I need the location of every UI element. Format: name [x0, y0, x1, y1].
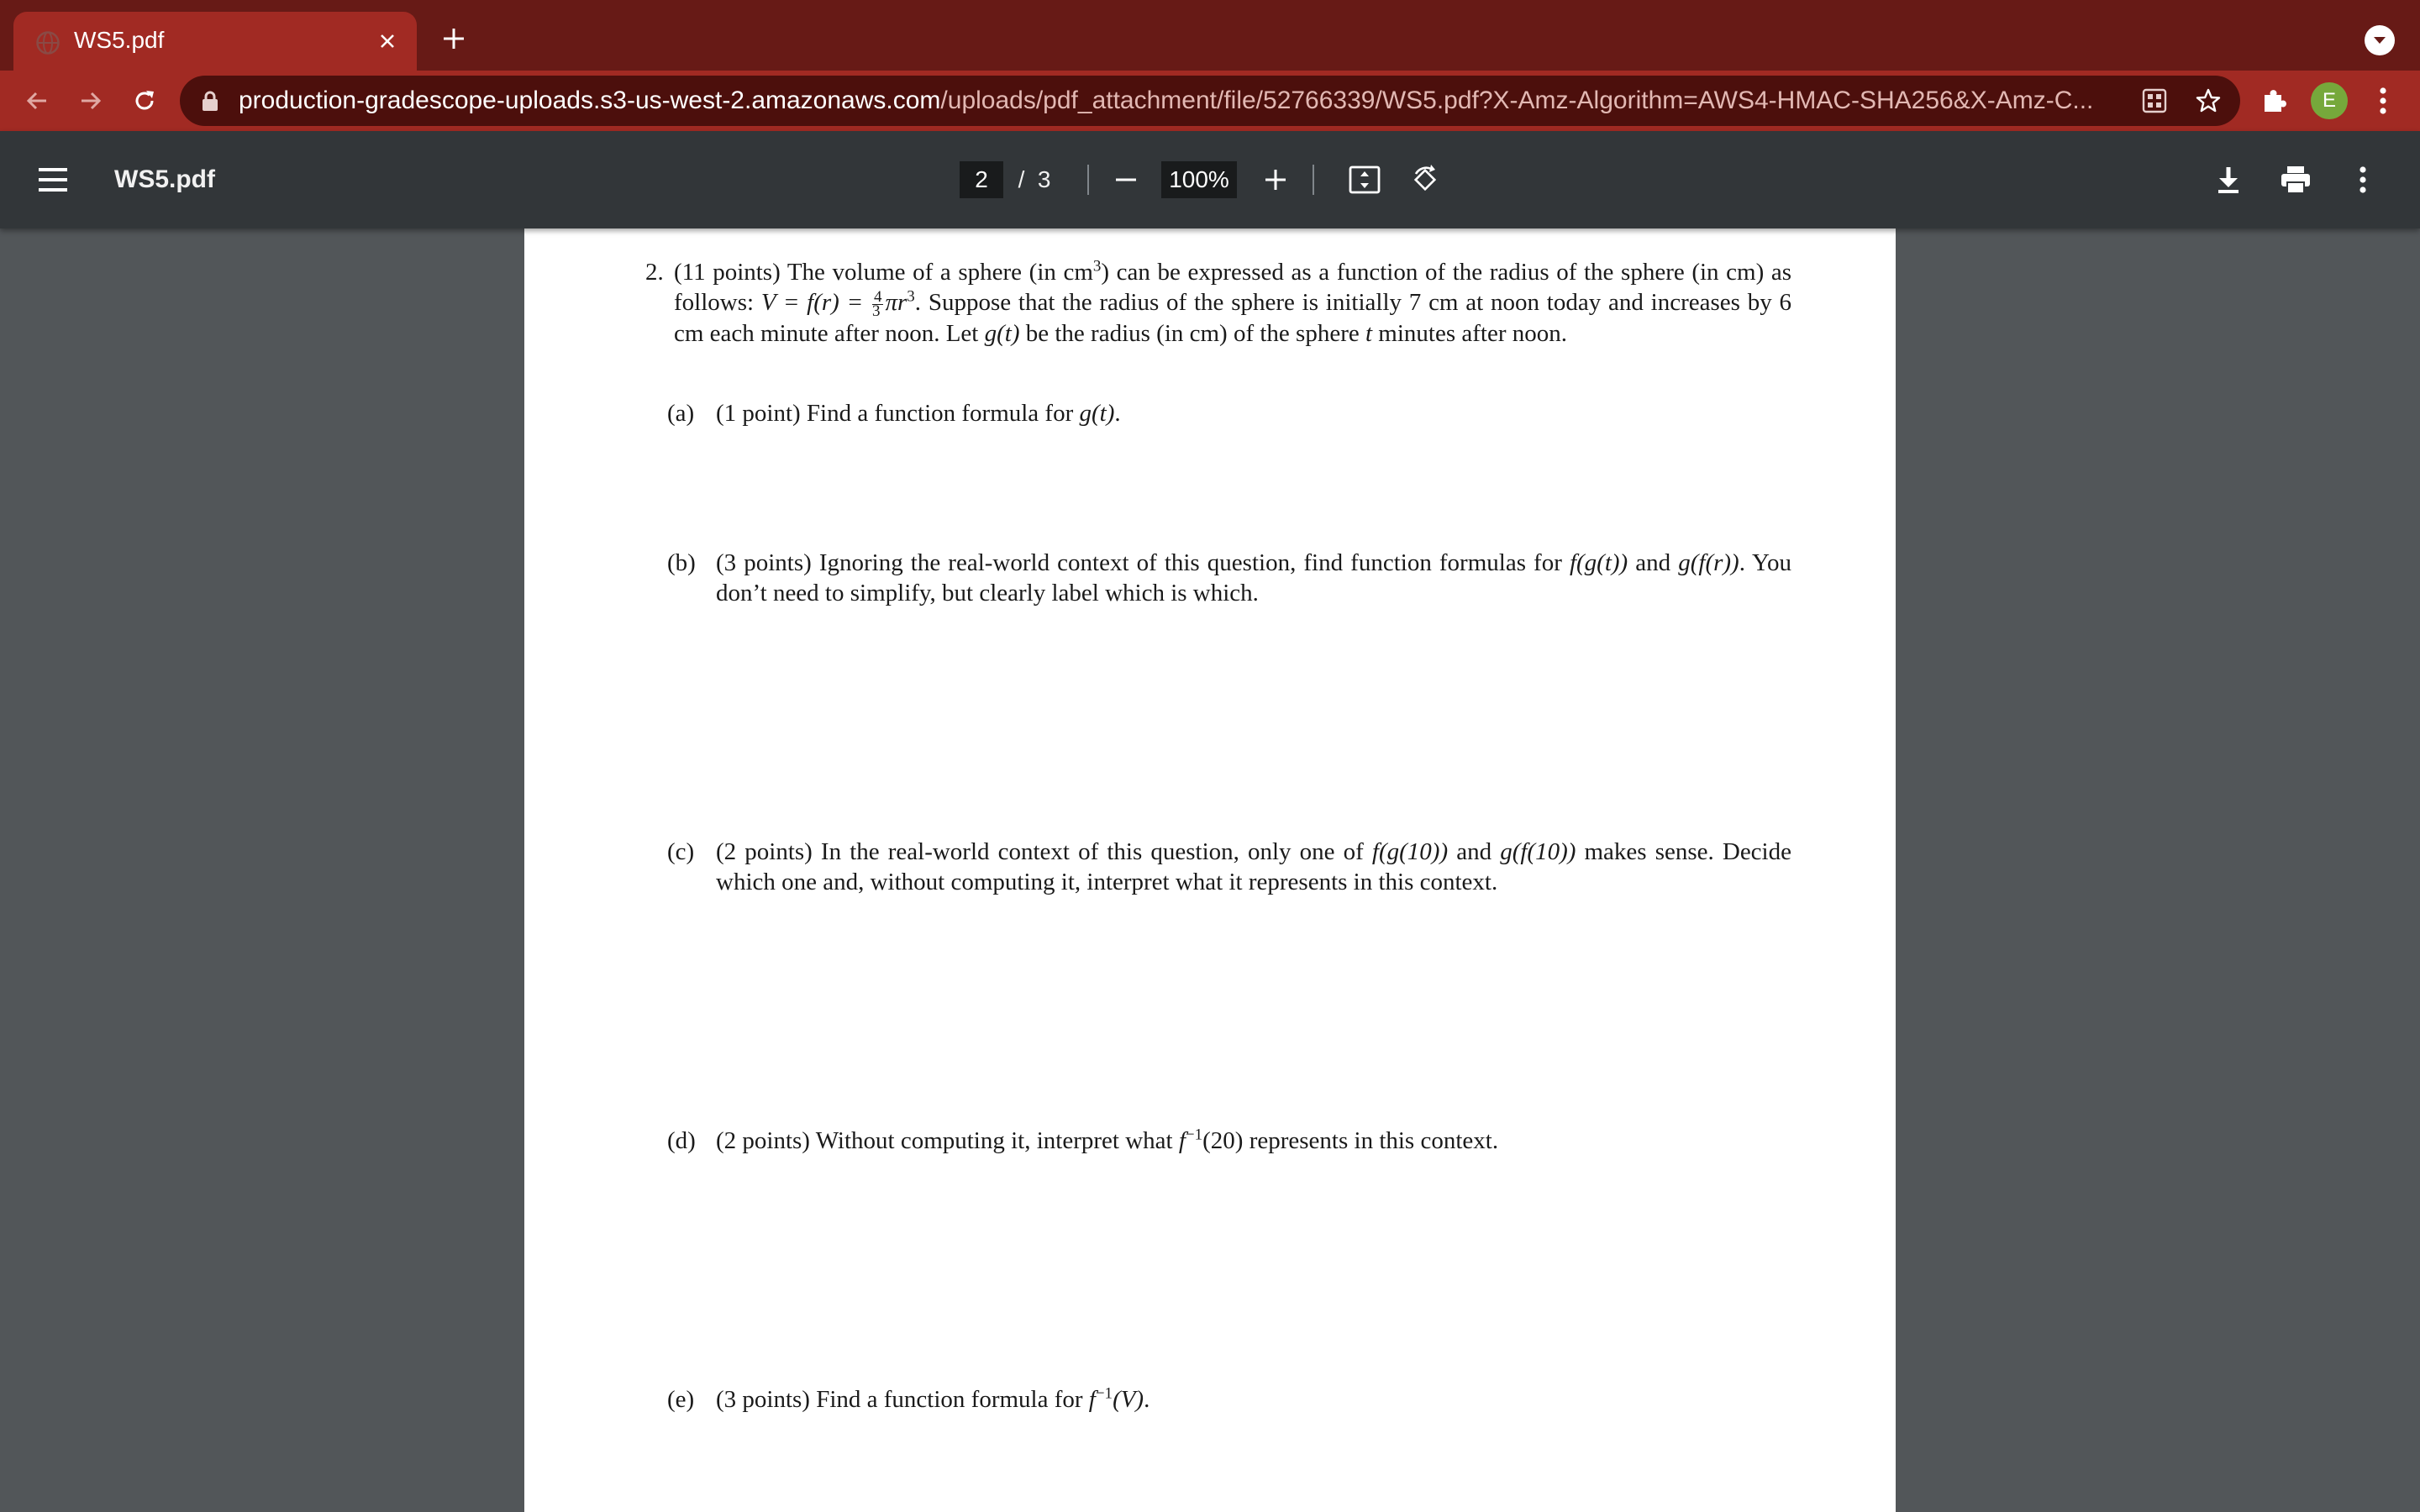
- puzzle-icon: [2260, 87, 2288, 115]
- g-of-t: g(t): [984, 319, 1020, 347]
- page-number-input[interactable]: 2: [960, 161, 1003, 198]
- url-host: production-gradescope-uploads.s3-us-west-2.amazonaws.com: [239, 87, 941, 114]
- back-button[interactable]: [17, 81, 57, 121]
- browser-toolbar: [0, 71, 2420, 131]
- tab-strip: [0, 0, 2420, 71]
- globe-icon: [35, 30, 60, 55]
- install-app-button[interactable]: [2134, 81, 2175, 121]
- part-math-tail: (20): [1202, 1127, 1244, 1154]
- question-points: (11 points): [674, 259, 781, 286]
- part-math: g(f(r)): [1678, 549, 1739, 576]
- document-title: WS5.pdf: [114, 165, 215, 193]
- question-text-2: ) can be expressed as a function of the radius of the sphere (in cm) as follows:: [674, 259, 1791, 316]
- rotate-button[interactable]: [1405, 160, 1445, 200]
- formula-tail: πr: [885, 289, 908, 316]
- bookmark-button[interactable]: [2188, 81, 2228, 121]
- download-button[interactable]: [2208, 160, 2249, 200]
- part-math: f(g(t)): [1569, 549, 1628, 576]
- superscript: −1: [1095, 1384, 1113, 1403]
- page-separator: /: [1018, 166, 1025, 192]
- reload-icon: [131, 87, 158, 114]
- part-end: makes sense. Decide which one and, without computing it, interpret what it represents in this context.: [716, 838, 1791, 895]
- browser-tab[interactable]: [13, 12, 417, 71]
- part-b: [667, 548, 1792, 608]
- part-text: (3 points) Ignoring the real-world context of this question, find function formulas for: [716, 549, 1570, 576]
- part-a: [667, 398, 1791, 428]
- minus-icon: [1114, 168, 1138, 192]
- part-math-tail: (V): [1113, 1386, 1144, 1413]
- zoom-out-button[interactable]: [1106, 160, 1146, 200]
- part-label: (a): [667, 400, 695, 427]
- chevron-down-icon: [2371, 34, 2388, 46]
- part-label: (b): [667, 549, 696, 576]
- part-mid: and: [1628, 549, 1679, 576]
- extensions-button[interactable]: [2254, 81, 2294, 121]
- superscript: −1: [1185, 1126, 1203, 1144]
- total-pages: 3: [1037, 166, 1051, 192]
- forward-button[interactable]: [71, 81, 111, 121]
- part-d: [667, 1126, 1791, 1156]
- part-e: [667, 1384, 1791, 1415]
- part-end: represents in this context.: [1243, 1127, 1499, 1154]
- print-button[interactable]: [2275, 160, 2316, 200]
- pdf-more-menu-button[interactable]: [2343, 160, 2383, 200]
- toolbar-divider: [1313, 165, 1314, 195]
- part-text: (2 points) In the real-world context of this question, only one of: [716, 838, 1372, 865]
- part-end: .: [1144, 1386, 1150, 1413]
- sidebar-menu-icon[interactable]: [35, 163, 77, 197]
- part-text: (1 point) Find a function formula for: [716, 400, 1080, 427]
- part-text: (2 points) Without computing it, interpret what: [716, 1127, 1179, 1154]
- arrow-left-icon: [24, 87, 50, 114]
- rotate-icon: [1409, 164, 1441, 196]
- page-count: [1005, 161, 1050, 198]
- part-label: (c): [667, 838, 695, 865]
- question-number: 2.: [645, 259, 664, 286]
- kebab-menu-icon: [2379, 87, 2387, 115]
- fraction: [871, 287, 884, 320]
- close-icon: [378, 32, 397, 50]
- address-bar[interactable]: [180, 76, 2240, 126]
- reload-button[interactable]: [124, 81, 165, 121]
- plus-icon: [442, 27, 466, 50]
- part-math: f: [1088, 1386, 1096, 1413]
- variable-t: t: [1365, 319, 1373, 347]
- plus-icon: [1264, 168, 1287, 192]
- fit-page-icon: [1349, 165, 1381, 194]
- arrow-right-icon: [77, 87, 104, 114]
- tab-search-button[interactable]: [2365, 25, 2395, 55]
- superscript: 3: [1092, 257, 1102, 276]
- question-text: [645, 257, 1791, 349]
- url-text[interactable]: [239, 76, 2093, 126]
- part-c: [667, 837, 1791, 897]
- kebab-menu-icon: [2359, 165, 2367, 194]
- fraction-denominator: 3: [871, 302, 881, 320]
- print-icon: [2280, 165, 2312, 194]
- fit-to-page-button[interactable]: [1344, 160, 1385, 200]
- part-math: g(f(10)): [1500, 838, 1576, 865]
- part-math: f: [1178, 1127, 1186, 1154]
- download-icon: [2216, 165, 2241, 194]
- formula: V = f(r) =: [760, 289, 871, 316]
- app-grid-icon: [2141, 87, 2168, 114]
- part-label: (d): [667, 1127, 696, 1154]
- zoom-in-button[interactable]: [1255, 160, 1296, 200]
- part-text: (3 points) Find a function formula for: [716, 1386, 1089, 1413]
- question-text-5: minutes after noon.: [1372, 319, 1567, 347]
- lock-icon: [200, 90, 220, 112]
- browser-menu-button[interactable]: [2363, 81, 2403, 121]
- profile-avatar[interactable]: E: [2311, 82, 2348, 119]
- tab-title: WS5.pdf: [74, 27, 165, 53]
- part-end: .: [1114, 400, 1121, 427]
- pdf-toolbar: [0, 131, 2420, 228]
- part-end: . You don’t need to simplify, but clearly label which is which.: [716, 549, 1792, 606]
- star-icon: [2195, 87, 2222, 114]
- zoom-level-input[interactable]: 100%: [1161, 161, 1237, 198]
- question-text-4: be the radius (in cm) of the sphere: [1019, 319, 1365, 347]
- part-math: f(g(10)): [1371, 838, 1449, 865]
- fraction-numerator: 4: [873, 287, 882, 306]
- pdf-page: [524, 228, 1896, 1512]
- toolbar-divider: [1087, 165, 1089, 195]
- part-label: (e): [667, 1386, 695, 1413]
- question-text-3: . Suppose that the radius of the sphere is initially 7 cm at noon today and increases by 6 cm each minute after noon. Let: [674, 289, 1791, 347]
- part-math: g(t): [1079, 400, 1115, 427]
- tab-close-button[interactable]: [368, 22, 407, 60]
- superscript: 3: [907, 287, 915, 306]
- url-path: /uploads/pdf_attachment/file/52766339/WS5.pdf?X-Amz-Algorithm=AWS4-HMAC-SHA256&X-Amz-C...: [940, 87, 2094, 114]
- new-tab-button[interactable]: [434, 18, 474, 59]
- question-text-1: The volume of a sphere (in cm: [786, 259, 1093, 286]
- part-mid: and: [1448, 838, 1501, 865]
